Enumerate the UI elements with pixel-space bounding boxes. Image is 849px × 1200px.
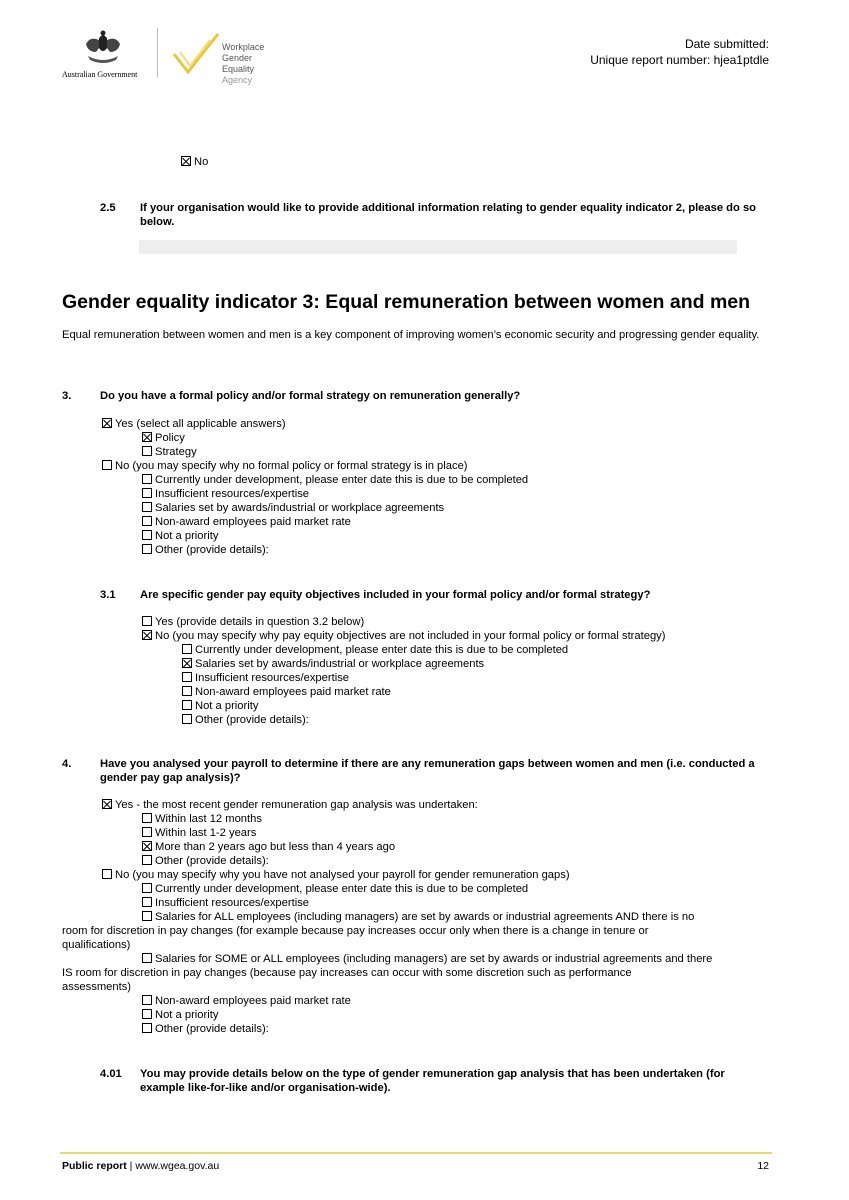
page-number: 12: [757, 1160, 769, 1172]
checkbox-checked[interactable]: [102, 799, 112, 809]
logo-divider: [157, 28, 158, 78]
question-4-01: 4.01 You may provide details below on the type of gender remuneration gap analysis that has been undertaken (for example like-for-like and/or organisation-wide).: [100, 1068, 725, 1094]
checkbox-checked[interactable]: [142, 432, 152, 442]
q3-option-strategy[interactable]: Strategy: [142, 445, 197, 459]
checkbox-checked[interactable]: [182, 658, 192, 668]
checkbox[interactable]: [142, 1009, 152, 1019]
q4-no-reason[interactable]: Currently under development, please enter date this is due to be completed: [142, 882, 528, 896]
wgea-check-logo-icon: [170, 32, 222, 78]
q4-yes-option[interactable]: Other (provide details):: [142, 854, 269, 868]
checkbox[interactable]: [142, 530, 152, 540]
question-4: 4. Have you analysed your payroll to determine if there are any remuneration gaps between women and men (i.e. conducted a gender pay gap analysis)?: [62, 758, 755, 784]
checkbox[interactable]: [142, 953, 152, 963]
q3-1-option-no[interactable]: No (you may specify why pay equity objectives are not included in your formal policy or formal strategy): [142, 629, 666, 643]
q3-reason[interactable]: Non-award employees paid market rate: [142, 515, 351, 529]
q3-1-option-yes[interactable]: Yes (provide details in question 3.2 below): [142, 615, 364, 629]
checkbox[interactable]: [142, 911, 152, 921]
wgea-logo-text: Workplace Gender Equality Agency: [222, 42, 265, 85]
q3-reason[interactable]: Not a priority: [142, 529, 218, 543]
checkbox-checked[interactable]: [102, 418, 112, 428]
q4-no-reason[interactable]: Salaries for SOME or ALL employees (including managers) are set by awards or industrial agreements and there: [142, 952, 712, 966]
checkbox[interactable]: [102, 460, 112, 470]
q4-no-reason[interactable]: Not a priority: [142, 1008, 218, 1022]
question-2-5: 2.5 If your organisation would like to provide additional information relating to gender equality indicator 2, please do so below.: [100, 202, 757, 228]
q4-no-reason-continued: room for discretion in pay changes (for example because pay increases occur only when there is a change in tenure or: [62, 925, 649, 937]
gov-logo-text: Australian Government: [62, 70, 138, 79]
checkbox[interactable]: [142, 1023, 152, 1033]
checkbox[interactable]: [142, 883, 152, 893]
q4-no-reason-continued: IS room for discretion in pay changes (because pay increases can occur with some discretion such as performance: [62, 967, 632, 979]
date-submitted: Date submitted:: [684, 37, 769, 51]
checkbox[interactable]: [182, 700, 192, 710]
report-meta: [590, 36, 769, 68]
q3-option-yes[interactable]: Yes (select all applicable answers): [102, 417, 286, 431]
q4-no-reason[interactable]: Salaries for ALL employees (including managers) are set by awards or industrial agreements AND there is no: [142, 910, 694, 924]
question-3-1: 3.1 Are specific gender pay equity objectives included in your formal policy and/or formal strategy?: [100, 589, 651, 601]
checkbox[interactable]: [182, 714, 192, 724]
checkbox[interactable]: [142, 897, 152, 907]
checkbox[interactable]: [182, 644, 192, 654]
question-3: 3. Do you have a formal policy and/or formal strategy on remuneration generally?: [62, 390, 521, 402]
q3-reason[interactable]: Other (provide details):: [142, 543, 269, 557]
footer-label: Public report: [62, 1160, 127, 1172]
additional-info-field-2-5[interactable]: [139, 240, 737, 254]
q4-yes-option[interactable]: Within last 1-2 years: [142, 826, 256, 840]
footer-rule: [60, 1152, 772, 1154]
q3-1-reason[interactable]: Non-award employees paid market rate: [182, 685, 391, 699]
q4-yes-option[interactable]: More than 2 years ago but less than 4 years ago: [142, 840, 395, 854]
q3-option-policy[interactable]: Policy: [142, 431, 185, 445]
checkbox[interactable]: [142, 446, 152, 456]
checkbox[interactable]: [102, 869, 112, 879]
q3-option-no[interactable]: No (you may specify why no formal policy or formal strategy is in place): [102, 459, 468, 473]
checkbox-checked[interactable]: [181, 156, 191, 166]
checkbox[interactable]: [142, 813, 152, 823]
checkbox[interactable]: [142, 995, 152, 1005]
q4-no-reason[interactable]: Insufficient resources/expertise: [142, 896, 309, 910]
q4-yes-option[interactable]: Within last 12 months: [142, 812, 262, 826]
q4-no-reason[interactable]: Non-award employees paid market rate: [142, 994, 351, 1008]
q4-option-no[interactable]: No (you may specify why you have not analysed your payroll for gender remuneration gaps): [102, 868, 570, 882]
checkbox[interactable]: [182, 672, 192, 682]
checkbox[interactable]: [142, 544, 152, 554]
footer-left: [62, 1160, 219, 1172]
checkbox[interactable]: [142, 616, 152, 626]
q3-reason[interactable]: Insufficient resources/expertise: [142, 487, 309, 501]
checkbox-checked[interactable]: [142, 841, 152, 851]
q4-no-reason[interactable]: Other (provide details):: [142, 1022, 269, 1036]
section-intro: Equal remuneration between women and men is a key component of improving women’s economic security and progressing gender equality.: [62, 329, 760, 341]
q3-1-reason[interactable]: Not a priority: [182, 699, 258, 713]
checkbox[interactable]: [142, 855, 152, 865]
checkbox[interactable]: [142, 827, 152, 837]
report-number: Unique report number: hjea1ptdle: [590, 53, 769, 67]
q4-no-reason-continued: assessments): [62, 981, 132, 993]
footer-site: | www.wgea.gov.au: [126, 1160, 220, 1172]
section-title: Gender equality indicator 3: Equal remuneration between women and men: [62, 291, 751, 313]
q3-1-reason[interactable]: Other (provide details):: [182, 713, 309, 727]
q3-reason[interactable]: Currently under development, please enter date this is due to be completed: [142, 473, 528, 487]
q4-no-reason-continued: qualifications): [62, 939, 131, 951]
checkbox[interactable]: [142, 516, 152, 526]
q3-1-reason[interactable]: Salaries set by awards/industrial or workplace agreements: [182, 657, 484, 671]
option-no[interactable]: No: [181, 155, 208, 169]
checkbox[interactable]: [142, 474, 152, 484]
checkbox[interactable]: [182, 686, 192, 696]
q3-1-reason[interactable]: Insufficient resources/expertise: [182, 671, 349, 685]
checkbox[interactable]: [142, 502, 152, 512]
checkbox[interactable]: [142, 488, 152, 498]
q3-reason[interactable]: Salaries set by awards/industrial or workplace agreements: [142, 501, 444, 515]
q3-1-reason[interactable]: Currently under development, please enter date this is due to be completed: [182, 643, 568, 657]
q4-option-yes[interactable]: Yes - the most recent gender remuneration gap analysis was undertaken:: [102, 798, 478, 812]
coat-of-arms-icon: [80, 30, 126, 66]
checkbox-checked[interactable]: [142, 630, 152, 640]
